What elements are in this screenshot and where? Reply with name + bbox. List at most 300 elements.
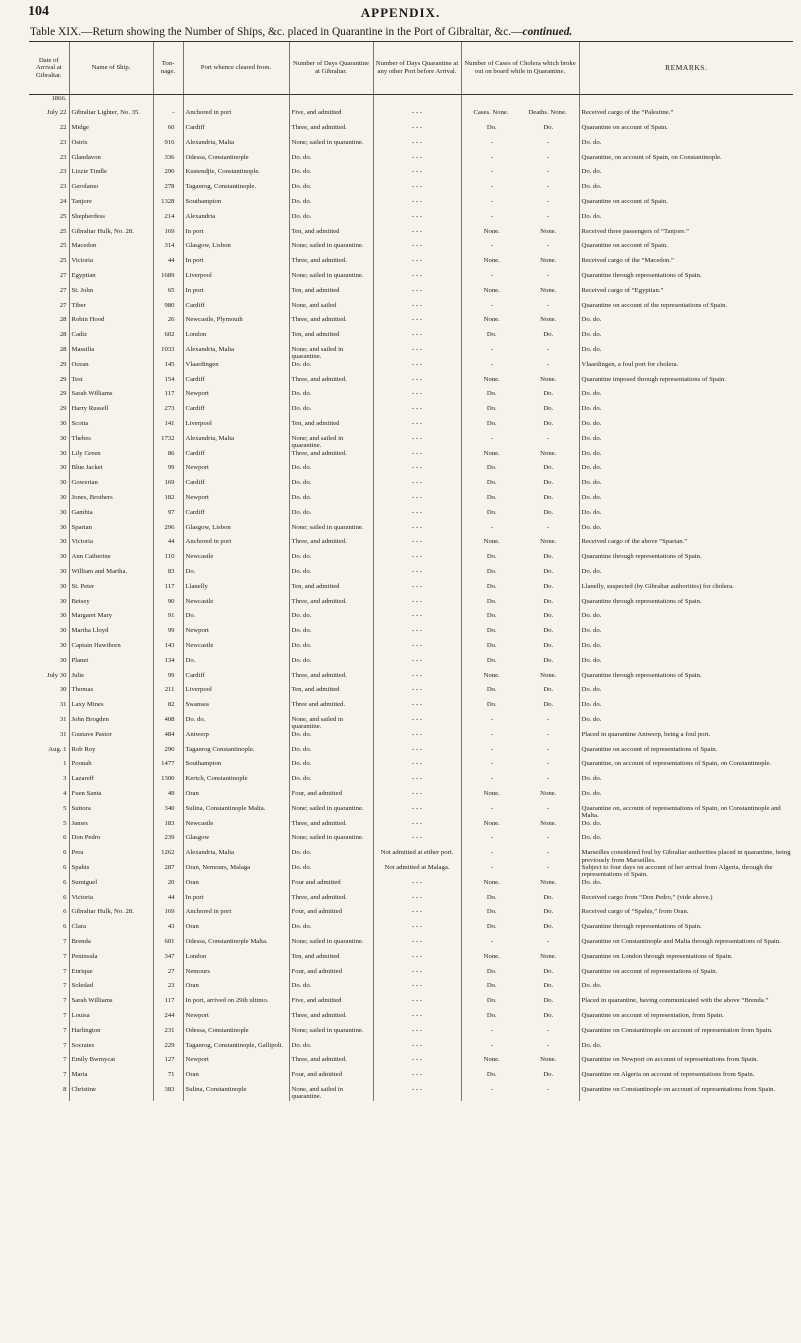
row-days-other: - - - [373, 420, 461, 435]
row-deaths: None. [540, 952, 557, 960]
row-date: 30 [59, 449, 67, 457]
row-cholera [461, 953, 579, 968]
row-days-other: - - - [373, 435, 461, 450]
row-deaths: - [547, 360, 550, 368]
row-date: 7 [63, 1041, 67, 1049]
row-cases: - [490, 1026, 493, 1034]
table-row [29, 168, 793, 183]
row-days-other: - - - [373, 642, 461, 657]
row-date: 30 [59, 464, 67, 472]
row-cholera [461, 908, 579, 923]
row-cholera [461, 672, 579, 687]
row-deaths: Do. [543, 997, 554, 1005]
row-days-other: - - - [373, 124, 461, 139]
row-ship: Spahis [69, 864, 153, 879]
row-cases: - [490, 183, 493, 191]
row-cholera [461, 1086, 579, 1101]
row-days-gibraltar: None; and sailed in quarantine. [289, 435, 373, 450]
row-remarks: Do. do. [579, 331, 793, 346]
row-date: 30 [59, 627, 67, 635]
table-row [29, 390, 793, 405]
table-row [29, 879, 793, 894]
row-days-other: - - - [373, 701, 461, 716]
row-ship: Peninsula [69, 953, 153, 968]
row-remarks: Do. do. [579, 420, 793, 435]
row-ship: Louisa [69, 1012, 153, 1027]
row-date: 8 [63, 1085, 67, 1093]
row-remarks: Received cargo of the “Palestine.” [579, 109, 793, 124]
row-cholera [461, 183, 579, 198]
row-cholera [461, 1012, 579, 1027]
row-days-gibraltar: Ten, and admitted [289, 583, 373, 598]
row-tonnage: 86 [153, 450, 183, 465]
row-cholera [461, 805, 579, 820]
row-date: 30 [59, 656, 67, 664]
row-deaths: Do. [543, 124, 554, 132]
row-cholera [461, 598, 579, 613]
row-deaths: - [547, 775, 550, 783]
row-cases: None. [483, 952, 500, 960]
row-date: 6 [63, 878, 67, 886]
col-date: Date of Arrival at Gibraltar. [29, 42, 69, 95]
row-tonnage: 231 [153, 1027, 183, 1042]
row-remarks: Do. do. [579, 494, 793, 509]
row-cases: Cases. None. [473, 109, 509, 117]
row-remarks: Quarantine through representations of Spain. [579, 598, 793, 613]
table-row [29, 908, 793, 923]
row-cholera [461, 168, 579, 183]
row-remarks: Do. do. [579, 879, 793, 894]
row-ship: Emily Bwmycat [69, 1056, 153, 1071]
row-cholera [461, 390, 579, 405]
table-row [29, 1056, 793, 1071]
row-cases: Do. [486, 494, 497, 502]
row-date: 29 [59, 390, 67, 398]
row-days-other: - - - [373, 657, 461, 672]
row-days-gibraltar: Four, and admitted [289, 908, 373, 923]
row-cholera [461, 346, 579, 361]
row-tonnage: 484 [153, 731, 183, 746]
row-tonnage: 347 [153, 953, 183, 968]
table-row [29, 450, 793, 465]
row-ship: Ann Catherine [69, 553, 153, 568]
row-tonnage: 383 [153, 1086, 183, 1101]
row-cases: Do. [486, 568, 497, 576]
col-remarks: REMARKS. [579, 42, 793, 95]
row-port: Anchored in port [183, 109, 289, 124]
row-cases: None. [483, 375, 500, 383]
row-deaths: - [547, 434, 550, 442]
row-days-other: - - - [373, 287, 461, 302]
row-days-other: - - - [373, 376, 461, 391]
row-ship: Laxy Mines [69, 701, 153, 716]
row-days-gibraltar: Three, and admitted. [289, 450, 373, 465]
row-tonnage: 134 [153, 657, 183, 672]
row-cholera [461, 464, 579, 479]
row-deaths: None. [540, 878, 557, 886]
table-row [29, 509, 793, 524]
row-tonnage: 602 [153, 331, 183, 346]
row-port: Antwerp [183, 731, 289, 746]
row-cholera [461, 716, 579, 731]
row-remarks: Do. do. [579, 820, 793, 835]
row-deaths: - [547, 849, 550, 857]
row-days-gibraltar: None; sailed in quarantine. [289, 524, 373, 539]
row-remarks: Quarantine on account of representation, from Spain. [579, 1012, 793, 1027]
table-row [29, 109, 793, 124]
row-tonnage: 211 [153, 686, 183, 701]
row-cases: Do. [486, 627, 497, 635]
table-row [29, 894, 793, 909]
row-remarks: Do. do. [579, 775, 793, 790]
table-row [29, 538, 793, 553]
row-deaths: - [547, 198, 550, 206]
row-cholera [461, 1071, 579, 1086]
row-days-gibraltar: Do. do. [289, 553, 373, 568]
row-ship: Gerolamo [69, 183, 153, 198]
row-port: Cardiff [183, 450, 289, 465]
row-cases: None. [483, 286, 500, 294]
table-row [29, 997, 793, 1012]
row-port: Do. do. [183, 716, 289, 731]
row-cholera [461, 612, 579, 627]
row-remarks: Quarantine on account of representations of Spain. [579, 968, 793, 983]
row-cases: - [490, 434, 493, 442]
row-cholera [461, 686, 579, 701]
row-days-gibraltar: None; sailed in quarantine. [289, 834, 373, 849]
row-remarks: Subject to four days on account of her arrival from Algeria, through the representations of Spain. [579, 864, 793, 879]
row-days-other: - - - [373, 627, 461, 642]
row-days-gibraltar: Do. do. [289, 775, 373, 790]
row-port: Alexandria, Malta [183, 346, 289, 361]
row-days-gibraltar: Three, and admitted. [289, 257, 373, 272]
row-cases: - [490, 804, 493, 812]
row-cases: - [490, 153, 493, 161]
row-cholera [461, 642, 579, 657]
row-days-other: - - - [373, 953, 461, 968]
row-port: Kertch, Constantinople [183, 775, 289, 790]
row-days-gibraltar: None; sailed in quarantine. [289, 1027, 373, 1042]
row-date: 28 [59, 331, 67, 339]
row-days-gibraltar: Do. do. [289, 464, 373, 479]
row-cases: None. [483, 878, 500, 886]
row-days-other: - - - [373, 316, 461, 331]
row-date: 1 [63, 760, 67, 768]
row-days-other: - - - [373, 183, 461, 198]
row-days-gibraltar: None; sailed in quarantine. [289, 272, 373, 287]
row-days-gibraltar: None, and sailed [289, 302, 373, 317]
row-days-other: - - - [373, 775, 461, 790]
row-cholera [461, 109, 579, 124]
row-remarks: Do. do. [579, 139, 793, 154]
row-ship: Lily Green [69, 450, 153, 465]
row-days-other: - - - [373, 731, 461, 746]
row-cholera [461, 553, 579, 568]
row-cholera [461, 849, 579, 864]
col-tonnage: Ton-nage. [153, 42, 183, 95]
row-cases: - [490, 523, 493, 531]
row-tonnage: 296 [153, 524, 183, 539]
row-days-gibraltar: None, and sailed in quarantine. [289, 1086, 373, 1101]
table-row [29, 228, 793, 243]
row-days-gibraltar: None; sailed in quarantine. [289, 139, 373, 154]
row-port: Cardiff [183, 405, 289, 420]
row-date: 30 [59, 686, 67, 694]
row-ship: Don Pedro [69, 834, 153, 849]
row-port: Cardiff [183, 672, 289, 687]
table-row [29, 1086, 793, 1101]
row-ship: Thomas [69, 686, 153, 701]
row-days-gibraltar: Do. do. [289, 568, 373, 583]
row-days-gibraltar: None, and sailed in quarantine. [289, 716, 373, 731]
row-cases: Do. [486, 967, 497, 975]
row-cholera [461, 701, 579, 716]
row-days-other: - - - [373, 568, 461, 583]
row-ship: Jones, Brothers [69, 494, 153, 509]
row-deaths: None. [540, 538, 557, 546]
row-tonnage: 336 [153, 154, 183, 169]
row-port: Llanelly [183, 583, 289, 598]
row-remarks: Quarantine imposed through representations of Spain. [579, 376, 793, 391]
row-remarks: Vlaardingen, a foul port for cholera. [579, 361, 793, 376]
table-row [29, 420, 793, 435]
row-deaths: Do. [543, 686, 554, 694]
row-days-gibraltar: Do. do. [289, 479, 373, 494]
row-date: 7 [63, 967, 67, 975]
row-cases: - [490, 212, 493, 220]
table-row [29, 183, 793, 198]
row-cases: Do. [486, 982, 497, 990]
row-date: 7 [63, 997, 67, 1005]
row-cholera [461, 405, 579, 420]
row-cases: Do. [486, 479, 497, 487]
row-remarks: Do. do. [579, 790, 793, 805]
row-ship: Socrates [69, 1042, 153, 1057]
row-cases: None. [483, 1056, 500, 1064]
row-ship: Tanjore [69, 198, 153, 213]
table-row [29, 213, 793, 228]
row-port: Newport [183, 464, 289, 479]
table-row [29, 302, 793, 317]
row-port: Liverpool [183, 686, 289, 701]
row-tonnage: 91 [153, 612, 183, 627]
row-tonnage: 169 [153, 908, 183, 923]
row-port: Glasgow [183, 834, 289, 849]
row-deaths: Do. [543, 612, 554, 620]
row-remarks: Quarantine on account of representations of Spain. [579, 746, 793, 761]
row-days-gibraltar: Three, and admitted. [289, 894, 373, 909]
row-deaths: None. [540, 671, 557, 679]
row-date: 4 [63, 790, 67, 797]
row-deaths: Do. [543, 656, 554, 664]
row-cholera [461, 820, 579, 835]
row-deaths: - [547, 1041, 550, 1049]
row-cases: Do. [486, 656, 497, 664]
row-deaths: Do. [543, 390, 554, 398]
row-days-gibraltar: Do. do. [289, 1042, 373, 1057]
row-days-other: - - - [373, 213, 461, 228]
row-cholera [461, 287, 579, 302]
row-ship: Blue Jacket [69, 464, 153, 479]
table-row [29, 731, 793, 746]
row-ship: Gibraltar Hulk, No. 28. [69, 228, 153, 243]
row-cases: Do. [486, 997, 497, 1005]
row-deaths: - [547, 523, 550, 531]
row-ship: Victoria [69, 538, 153, 553]
row-cholera [461, 834, 579, 849]
row-deaths: Do. [543, 893, 554, 901]
row-port: Vlaardingen [183, 361, 289, 376]
table-row [29, 834, 793, 849]
row-cholera [461, 316, 579, 331]
row-ship: Poonah [69, 760, 153, 775]
row-days-other: - - - [373, 464, 461, 479]
row-date: 30 [59, 612, 67, 620]
row-days-other: - - - [373, 716, 461, 731]
table-row [29, 820, 793, 835]
row-days-gibraltar: Do. do. [289, 405, 373, 420]
row-days-gibraltar: Do. do. [289, 864, 373, 879]
row-port: Taganrog Constantinople. [183, 746, 289, 761]
row-cases: - [490, 168, 493, 176]
row-cases: None. [483, 449, 500, 457]
row-days-gibraltar: Four, and admitted [289, 790, 373, 805]
row-cholera [461, 450, 579, 465]
col-days-other: Number of Days Quarantine at any other Port before Arrival. [373, 42, 461, 95]
row-date: 30 [59, 434, 67, 442]
row-cholera [461, 272, 579, 287]
row-remarks: Do. do. [579, 346, 793, 361]
row-days-gibraltar: Do. do. [289, 612, 373, 627]
row-ship: Glandavon [69, 154, 153, 169]
row-days-gibraltar: Three, and admitted. [289, 1056, 373, 1071]
row-deaths: Do. [543, 479, 554, 487]
row-cholera [461, 538, 579, 553]
row-cases: Do. [486, 701, 497, 709]
row-tonnage: 90 [153, 598, 183, 613]
row-days-other: - - - [373, 272, 461, 287]
row-deaths: Do. [543, 464, 554, 472]
row-cholera [461, 746, 579, 761]
table-row [29, 316, 793, 331]
row-tonnage: 82 [153, 701, 183, 716]
row-date: 7 [63, 1056, 67, 1064]
row-deaths: - [547, 864, 550, 872]
row-days-gibraltar: Three, and admitted. [289, 598, 373, 613]
row-ship: Osiris [69, 139, 153, 154]
row-days-other: - - - [373, 1086, 461, 1101]
row-port: Alexandria, Malta [183, 139, 289, 154]
row-tonnage: 127 [153, 1056, 183, 1071]
row-remarks: Quarantine on Algeria on account of representations from Spain. [579, 1071, 793, 1086]
row-remarks: Do. do. [579, 524, 793, 539]
row-remarks: Do. do. [579, 701, 793, 716]
row-cases: - [490, 242, 493, 250]
row-port: In port [183, 228, 289, 243]
row-deaths: - [547, 1085, 550, 1093]
row-ship: Betsey [69, 598, 153, 613]
row-port: Do. [183, 657, 289, 672]
table-row [29, 257, 793, 272]
header-row [29, 42, 793, 95]
row-remarks: Quarantine on, account of representations of Spain, on Constantinople and Malta. [579, 805, 793, 820]
row-days-other: - - - [373, 997, 461, 1012]
row-port: Newport [183, 1012, 289, 1027]
row-remarks: Do. do. [579, 316, 793, 331]
table-row [29, 627, 793, 642]
row-deaths: Do. [543, 701, 554, 709]
table-row [29, 642, 793, 657]
row-ship: Midge [69, 124, 153, 139]
row-date: 28 [59, 316, 67, 324]
row-days-other: - - - [373, 242, 461, 257]
row-port: Cardiff [183, 479, 289, 494]
row-date: 5 [63, 804, 67, 812]
row-days-other: - - - [373, 968, 461, 983]
row-remarks: Do. do. [579, 479, 793, 494]
row-days-other: - - - [373, 908, 461, 923]
row-deaths: Do. [543, 597, 554, 605]
row-days-gibraltar: Ten, and admitted [289, 228, 373, 243]
row-port: Anchored in port [183, 538, 289, 553]
row-cholera [461, 790, 579, 805]
row-cases: Do. [486, 908, 497, 916]
row-cases: Do. [486, 1071, 497, 1079]
row-deaths: Do. [543, 420, 554, 428]
row-cholera [461, 361, 579, 376]
row-days-other: - - - [373, 746, 461, 761]
row-tonnage: 1689 [153, 272, 183, 287]
row-tonnage: 183 [153, 820, 183, 835]
row-days-gibraltar: None; sailed in quarantine. [289, 805, 373, 820]
row-cases: Do. [486, 597, 497, 605]
row-port: Newcastle [183, 598, 289, 613]
row-port: Do. [183, 612, 289, 627]
row-days-gibraltar: None; sailed in quarantine. [289, 242, 373, 257]
row-ship: Rob Roy [69, 746, 153, 761]
row-deaths: - [547, 138, 550, 146]
row-tonnage: 83 [153, 568, 183, 583]
table-caption [30, 26, 790, 38]
row-ship: James [69, 820, 153, 835]
row-tonnage: 1732 [153, 435, 183, 450]
row-ship: Planet [69, 657, 153, 672]
row-remarks: Quarantine on account of Spain. [579, 242, 793, 257]
row-days-other: Not admitted at Malaga. [373, 864, 461, 879]
row-cholera [461, 376, 579, 391]
row-port: Glasgow, Lisbon [183, 242, 289, 257]
row-date: 23 [59, 138, 67, 146]
row-remarks: Do. do. [579, 183, 793, 198]
row-deaths: None. [540, 257, 557, 265]
row-port: Southampton [183, 760, 289, 775]
row-ship: Maria [69, 1071, 153, 1086]
row-cases: - [490, 849, 493, 857]
row-cases: Do. [486, 508, 497, 516]
row-cases: - [490, 301, 493, 309]
row-deaths: Do. [543, 923, 554, 931]
row-days-gibraltar: Do. do. [289, 154, 373, 169]
table-row [29, 198, 793, 213]
page-heading: APPENDIX. [360, 5, 441, 20]
table-row [29, 938, 793, 953]
row-date: 30 [59, 479, 67, 487]
row-remarks: Quarantine, on account of Spain, on Constantinople. [579, 154, 793, 169]
row-cases: Do. [486, 331, 497, 339]
row-days-other: - - - [373, 923, 461, 938]
row-ship: Thebes [69, 435, 153, 450]
row-tonnage: 71 [153, 1071, 183, 1086]
